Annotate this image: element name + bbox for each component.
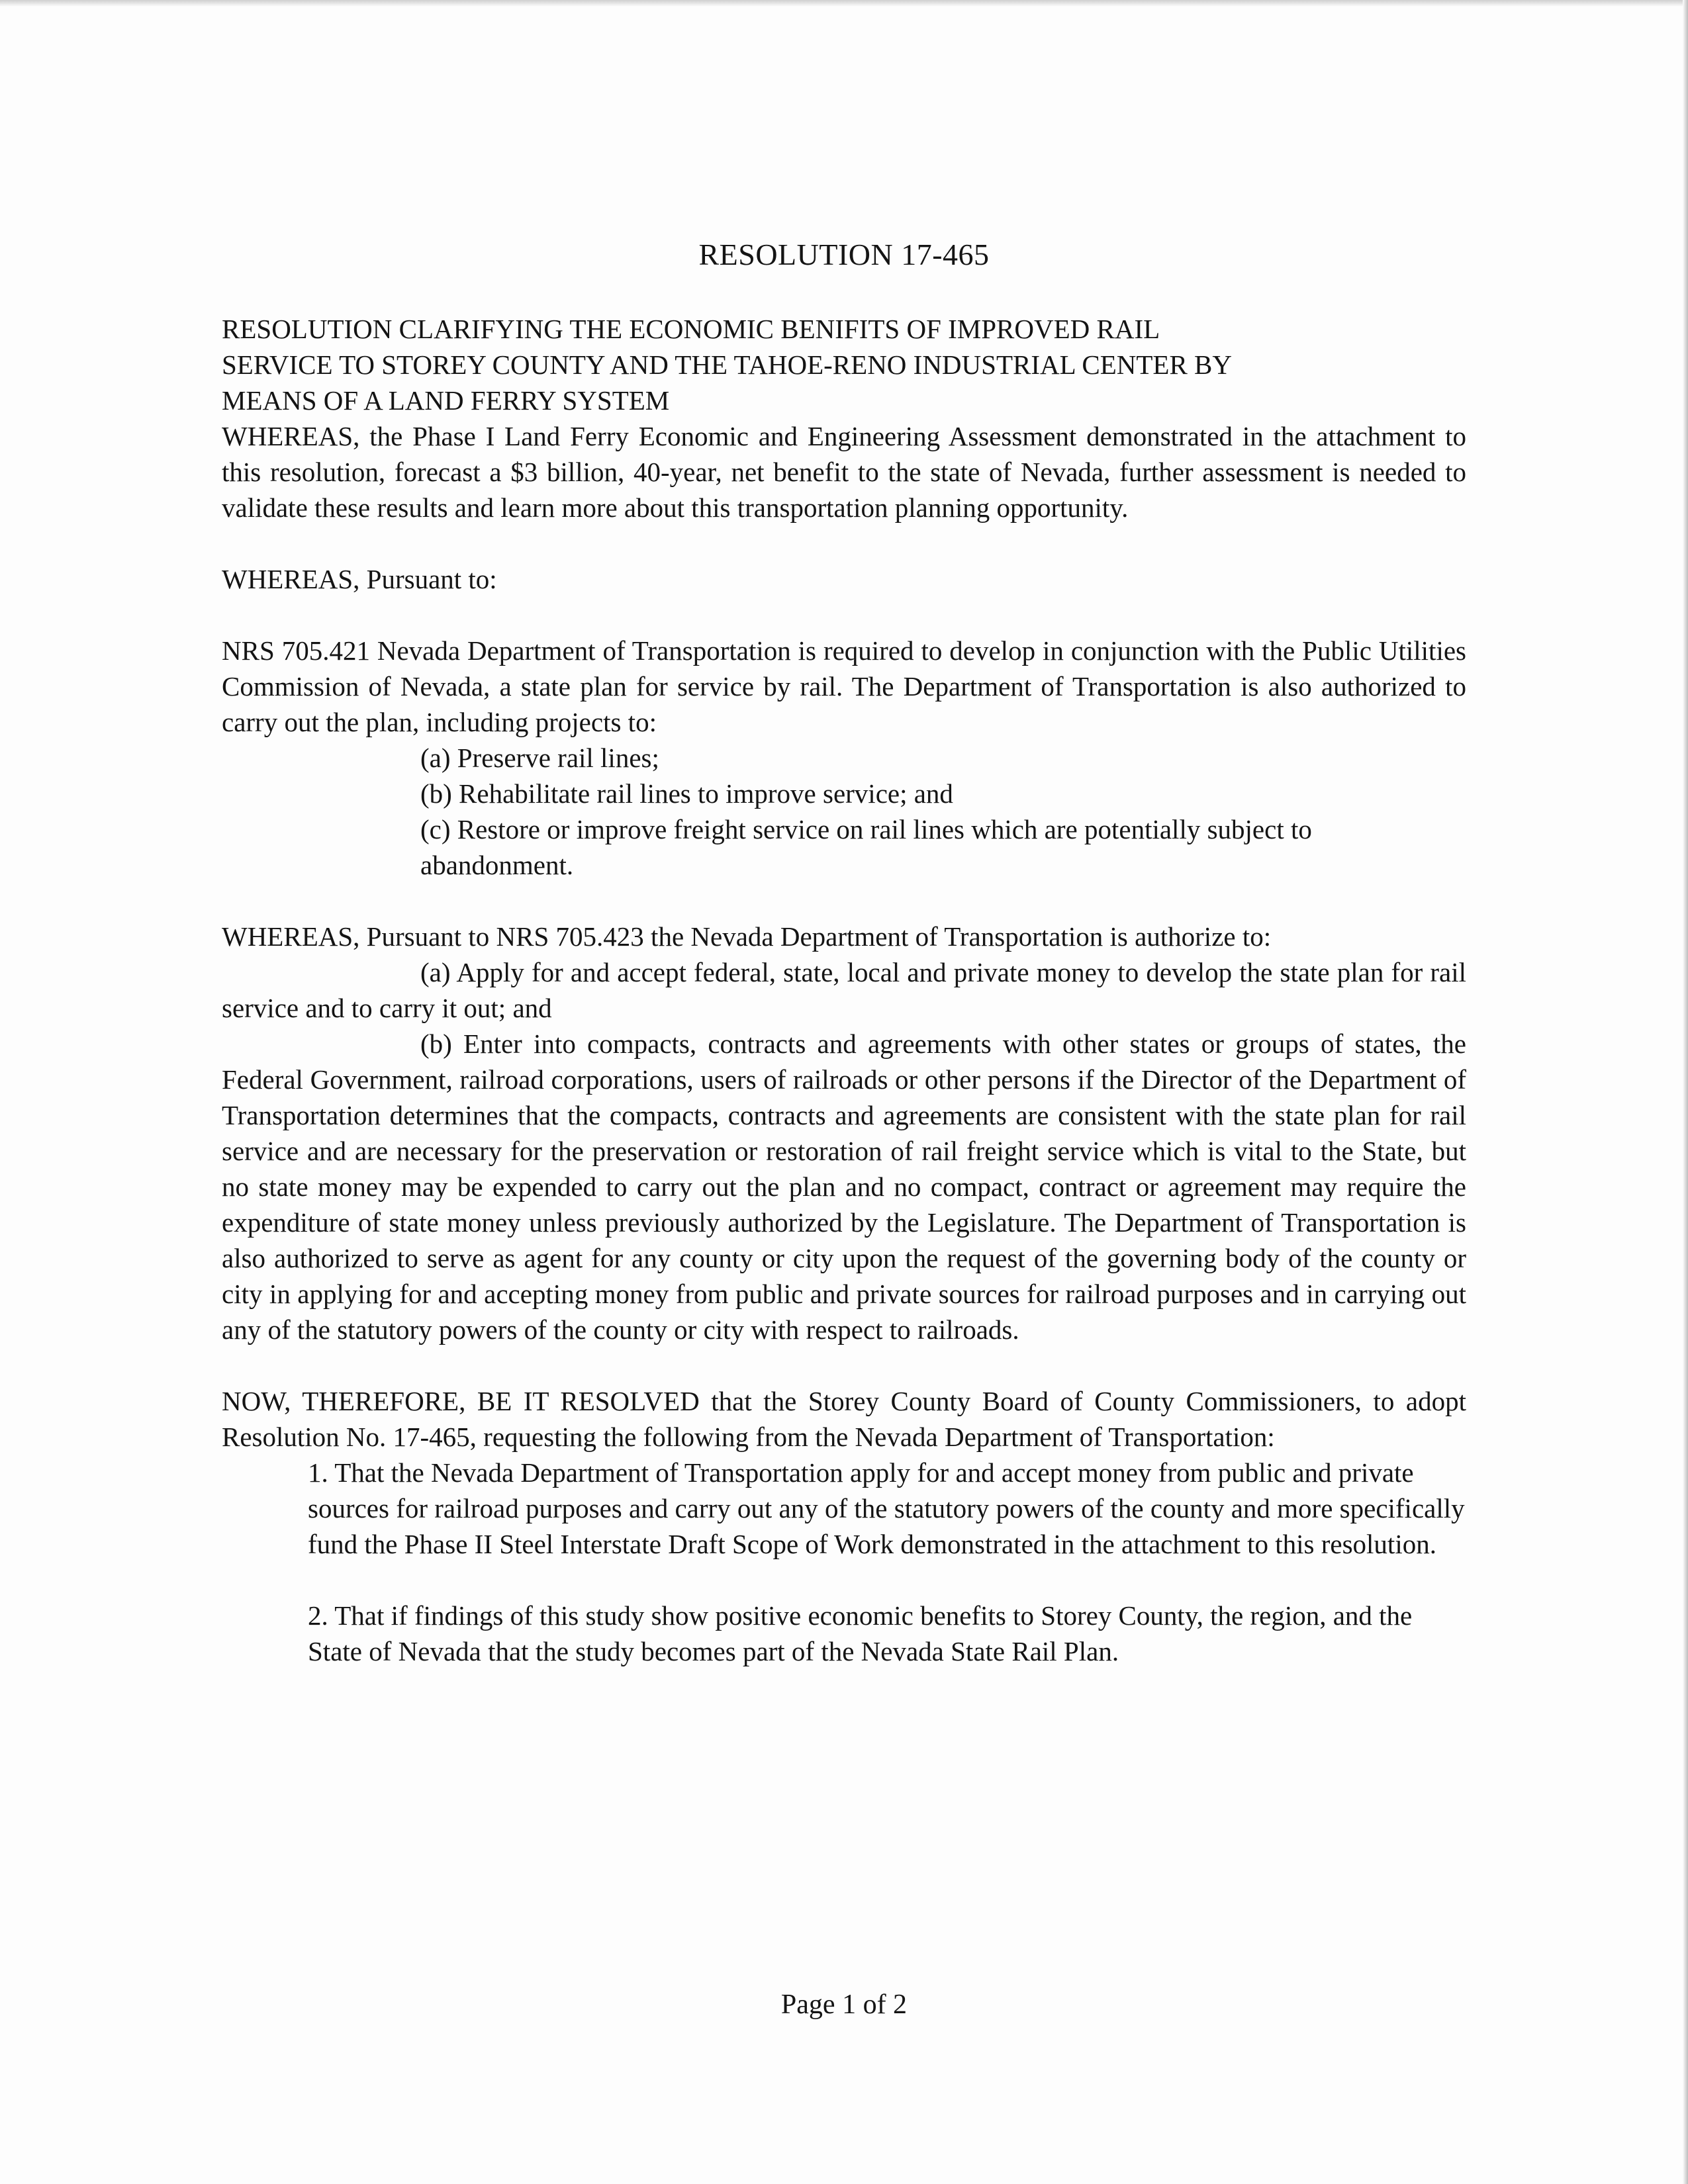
resolved-paragraph: NOW, THEREFORE, BE IT RESOLVED that the Storey County Board of County Commissioners, to adopt Resolution No. 17-465, requesting the following from the Nevada Department of Transportation: [222, 1386, 1466, 1452]
resolved-item-2: 2. That if findings of this study show positive economic benefits to Storey County, the region, and the State of Nevada that the study becomes part of the Nevada State Rail Plan. [308, 1600, 1413, 1666]
whereas-paragraph-1: WHEREAS, the Phase I Land Ferry Economic and Engineering Assessment demonstrated in the attachment to this resolution, forecast a $3 billion, 40-year, net benefit to the state of Nevada, further assessment is needed to validate these results and learn more about this transportation planning opportunity. [222, 421, 1466, 523]
document-body [222, 225, 1466, 1705]
page-number-footer: Page 1 of 2 [780, 1989, 908, 2020]
whereas-paragraph-3: WHEREAS, Pursuant to NRS 705.423 the Nevada Department of Transportation is authorize to: [222, 921, 1272, 952]
nrs-705-423-item-b: (b) Enter into compacts, contracts and agreements with other states or groups of states, the Federal Government, railroad corporations, users of railroads or other persons if the Director of the Department of Transportation determines that the compacts, contracts and agreements are consistent with the state plan for rail service and are necessary for the preservation or restoration of rail freight service which is vital to the State, but no state money may be expended to carry out the plan and no compact, contract or agreement may require the expenditure of state money unless previously authorized by the Legislature. The Department of Transportation is also authorized to serve as agent for any county or city upon the request of the governing body of the county or city in applying for and accepting money from public and private sources for railroad purposes and in carrying out any of the statutory powers of the county or city with respect to railroads. [222, 1028, 1466, 1345]
document-title: RESOLUTION 17-465 [698, 238, 990, 271]
list-item: (a) Preserve rail lines; [420, 743, 659, 773]
nrs-705-421-paragraph: NRS 705.421 Nevada Department of Transportation is required to develop in conjunction with the Public Utilities Commission of Nevada, a state plan for service by rail. The Department of Transportation is also authorized to carry out the plan, including projects to: [222, 635, 1466, 737]
resolution-heading: RESOLUTION CLARIFYING THE ECONOMIC BENIFITS OF IMPROVED RAIL SERVICE TO STOREY COUNTY AND THE TAHOE-RENO INDUSTRIAL CENTER BY MEANS OF A LAND FERRY SYSTEM [222, 314, 1233, 416]
list-item: (b) Rehabilitate rail lines to improve service; and [420, 778, 953, 809]
scan-edge-right [1683, 0, 1688, 2184]
list-item: (c) Restore or improve freight service on rail lines which are potentially subject to abandonment. [420, 814, 1312, 880]
resolved-item-1: 1. That the Nevada Department of Transportation apply for and accept money from public and private sources for railroad purposes and carry out any of the statutory powers of the county and more specifically fund the Phase II Steel Interstate Draft Scope of Work demonstrated in the attachment to this resolution. [308, 1457, 1465, 1559]
nrs-705-421-list [222, 740, 1466, 883]
scan-edge-top [0, 0, 1688, 7]
whereas-paragraph-2: WHEREAS, Pursuant to: [222, 564, 497, 594]
nrs-705-423-item-a: (a) Apply for and accept federal, state, local and private money to develop the state plan for rail service and to carry it out; and [222, 957, 1466, 1023]
